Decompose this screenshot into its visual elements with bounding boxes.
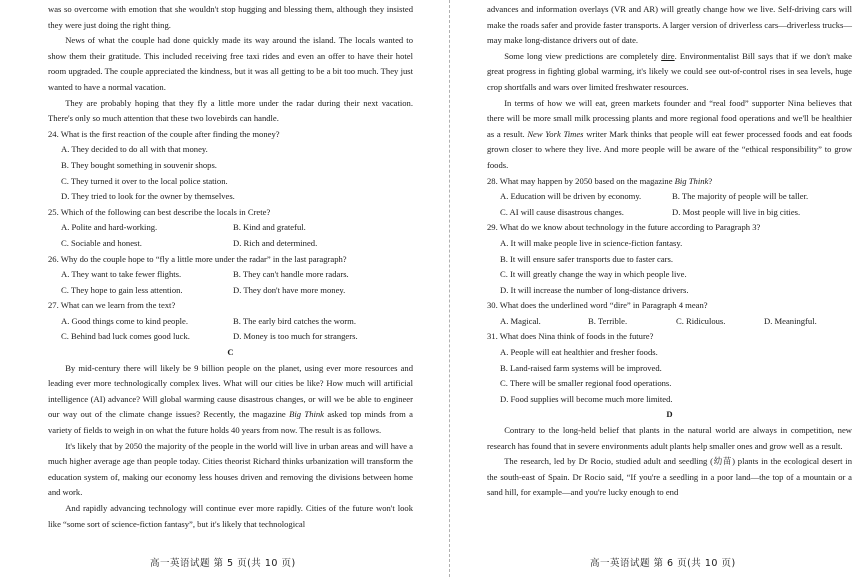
option: C. Behind bad luck comes good luck. [61,331,190,342]
newspaper-title: New York Times [527,128,584,139]
option-row [48,220,413,236]
text-run: asked top minds from a variety of fields to weigh in on what the future holds 40 years from now. The result is as follows. [48,409,413,436]
option: C. There will be smaller regional food operations. [500,378,672,389]
question-29: 29. What do we know about technology in the future according to Paragraph 3? [487,222,761,233]
paragraph: advances and information overlays (VR and AR) will greatly change how we live. Self-driving cars will make the roads safer and provide faster transports. A larger version of driverless cars—driverless trucks—may make long-distance drivers out of date. [487,4,852,46]
option: D. They don't have more money. [233,284,346,295]
option: B. The majority of people will be taller. [672,191,809,202]
option: D. It will increase the number of long-distance drivers. [500,284,689,295]
option: C. They hope to gain less attention. [61,284,183,295]
question-30: 30. What does the underlined word “dire” in Paragraph 4 mean? [487,300,708,311]
option: B. Terrible. [588,315,628,326]
option: C. AI will cause disastrous changes. [500,206,624,217]
option: A. They want to take fewer flights. [61,269,182,280]
option: A. They decided to do all with that money. [61,144,208,155]
page-footer-right: 高一英语试题 第 6 页(共 10 页) [590,558,736,569]
page-divider [449,0,450,577]
text-run: 28. What may happen by 2050 based on the magazine [487,175,675,186]
option: C. It will greatly change the way in which people live. [500,269,687,280]
underlined-word: dire [661,50,675,61]
text-run: By mid-century there will likely be 9 billion people on the planet, using ever more resources and leading ever more technologically complex lives. What will our cities be like? How much will artificial intelligence (AI) advance? Will global warming cause disastrous changes, or will we be able to engineer our way out of the climate change issues? Recently, the magazine [48,362,413,420]
option-row [48,314,413,330]
text-run: writer Mark thinks that people will eat fewer processed foods and eat foods grown closer to where they live. And more people will be aware of the “ethical responsibility” to grow foods. [487,128,853,170]
option: D. They tried to look for the owner by themselves. [61,191,235,202]
right-column [487,2,852,501]
option-row [48,283,413,299]
option: D. Meaningful. [764,315,817,326]
question-26: 26. Why do the couple hope to “fly a little more under the radar” in the last paragraph? [48,253,347,264]
option: B. Land-raised farm systems will be improved. [500,362,662,373]
option-row [48,267,413,283]
question-28 [487,174,852,190]
option: A. Magical. [500,315,541,326]
option: A. Education will be driven by economy. [500,191,642,202]
option: C. Ridiculous. [676,315,726,326]
option: A. It will make people live in science-fiction fantasy. [500,237,683,248]
option: D. Food supplies will become much more limited. [500,393,673,404]
text-run: In terms of how we will eat, green markets founder and “real food” supporter Nina believes that there will be more small milk processing plants and more regional food operations and we'll be healthier as a result. [487,97,852,139]
magazine-title: Big Think [289,409,324,420]
option-row [487,314,852,330]
question-24: 24. What is the first reaction of the couple after finding the money? [48,128,280,139]
paragraph: News of what the couple had done quickly made its way around the island. The locals wanted to show them their gratitude. This included receiving free taxi rides and even an offer to have their hotel room upgraded. The couple appreciated the kindness, but it was all getting to be a bit too much. They just wanted to have a normal vacation. [48,35,413,92]
option: B. The early bird catches the worm. [233,315,356,326]
section-heading-d: D [666,409,673,420]
option-row [48,329,413,345]
paragraph: It's likely that by 2050 the majority of the people in the world will live in urban areas and will have a much higher average age than people today. Cities theorist Richard thinks urbanization will transform the education system of, making our economy less houses driven and removing the divisions between home and work. [48,440,413,498]
page-footer-left: 高一英语试题 第 5 页(共 10 页) [150,558,296,569]
option: A. People will eat healthier and fresher foods. [500,347,658,358]
option: C. They turned it over to the local police station. [61,175,228,186]
paragraph: The research, led by Dr Rocio, studied adult and seedling (幼苗) plants in the ecological desert in the south-east of Spain. Dr Rocio said, “If you're a seedling in a poor land—the top of a mountain or a sand hill, for example—and you're lucky enough to end [487,456,852,498]
paragraph: They are probably hoping that they fly a little more under the radar during their next vacation. There's only so much attention that these two lovebirds can handle. [48,97,413,124]
option: D. Most people will live in big cities. [672,206,801,217]
option: B. They bought something in souvenir shops. [61,159,217,170]
option: B. It will ensure safer transports due to faster cars. [500,253,674,264]
option-row [48,236,413,252]
text-run: ? [708,175,713,186]
paragraph [487,96,852,174]
option-row [487,205,852,221]
paragraph: Contrary to the long-held belief that plants in the natural world are always in competition, new research has found that in severe environments adult plants help smaller ones and grow well as a result. [487,425,852,451]
option: B. They can't handle more radars. [233,269,349,280]
option: D. Rich and determined. [233,237,318,248]
option: C. Sociable and honest. [61,237,142,248]
option-row [487,189,852,205]
option: A. Polite and hard-working. [61,222,158,233]
option: A. Good things come to kind people. [61,315,188,326]
question-31: 31. What does Nina think of foods in the future? [487,331,654,342]
paragraph: And rapidly advancing technology will continue ever more rapidly. Cities of the future won't look like “some sort of science-fiction fantasy”, but it's likely that technological [48,503,413,529]
paragraph [48,361,413,439]
section-heading-c: C [227,347,234,358]
left-column [48,2,413,532]
text-run: Some long view predictions are completely [504,50,662,61]
paragraph: was so overcome with emotion that she wouldn't stop hugging and blessing them, although they insisted they were just doing the right thing. [48,4,413,30]
option: B. Kind and grateful. [233,222,306,233]
paragraph [487,49,852,96]
magazine-title: Big Think [674,175,709,186]
question-27: 27. What can we learn from the text? [48,300,176,311]
question-25: 25. Which of the following can best describe the locals in Crete? [48,206,271,217]
text-run: . Environmentalist Bill says that if we don't make great progress in fighting global warming, it's likely we could see out-of-control rises in sea levels, huge crop shortfalls and wars over limited freshwater resources. [487,50,852,92]
option: D. Money is too much for strangers. [233,331,358,342]
